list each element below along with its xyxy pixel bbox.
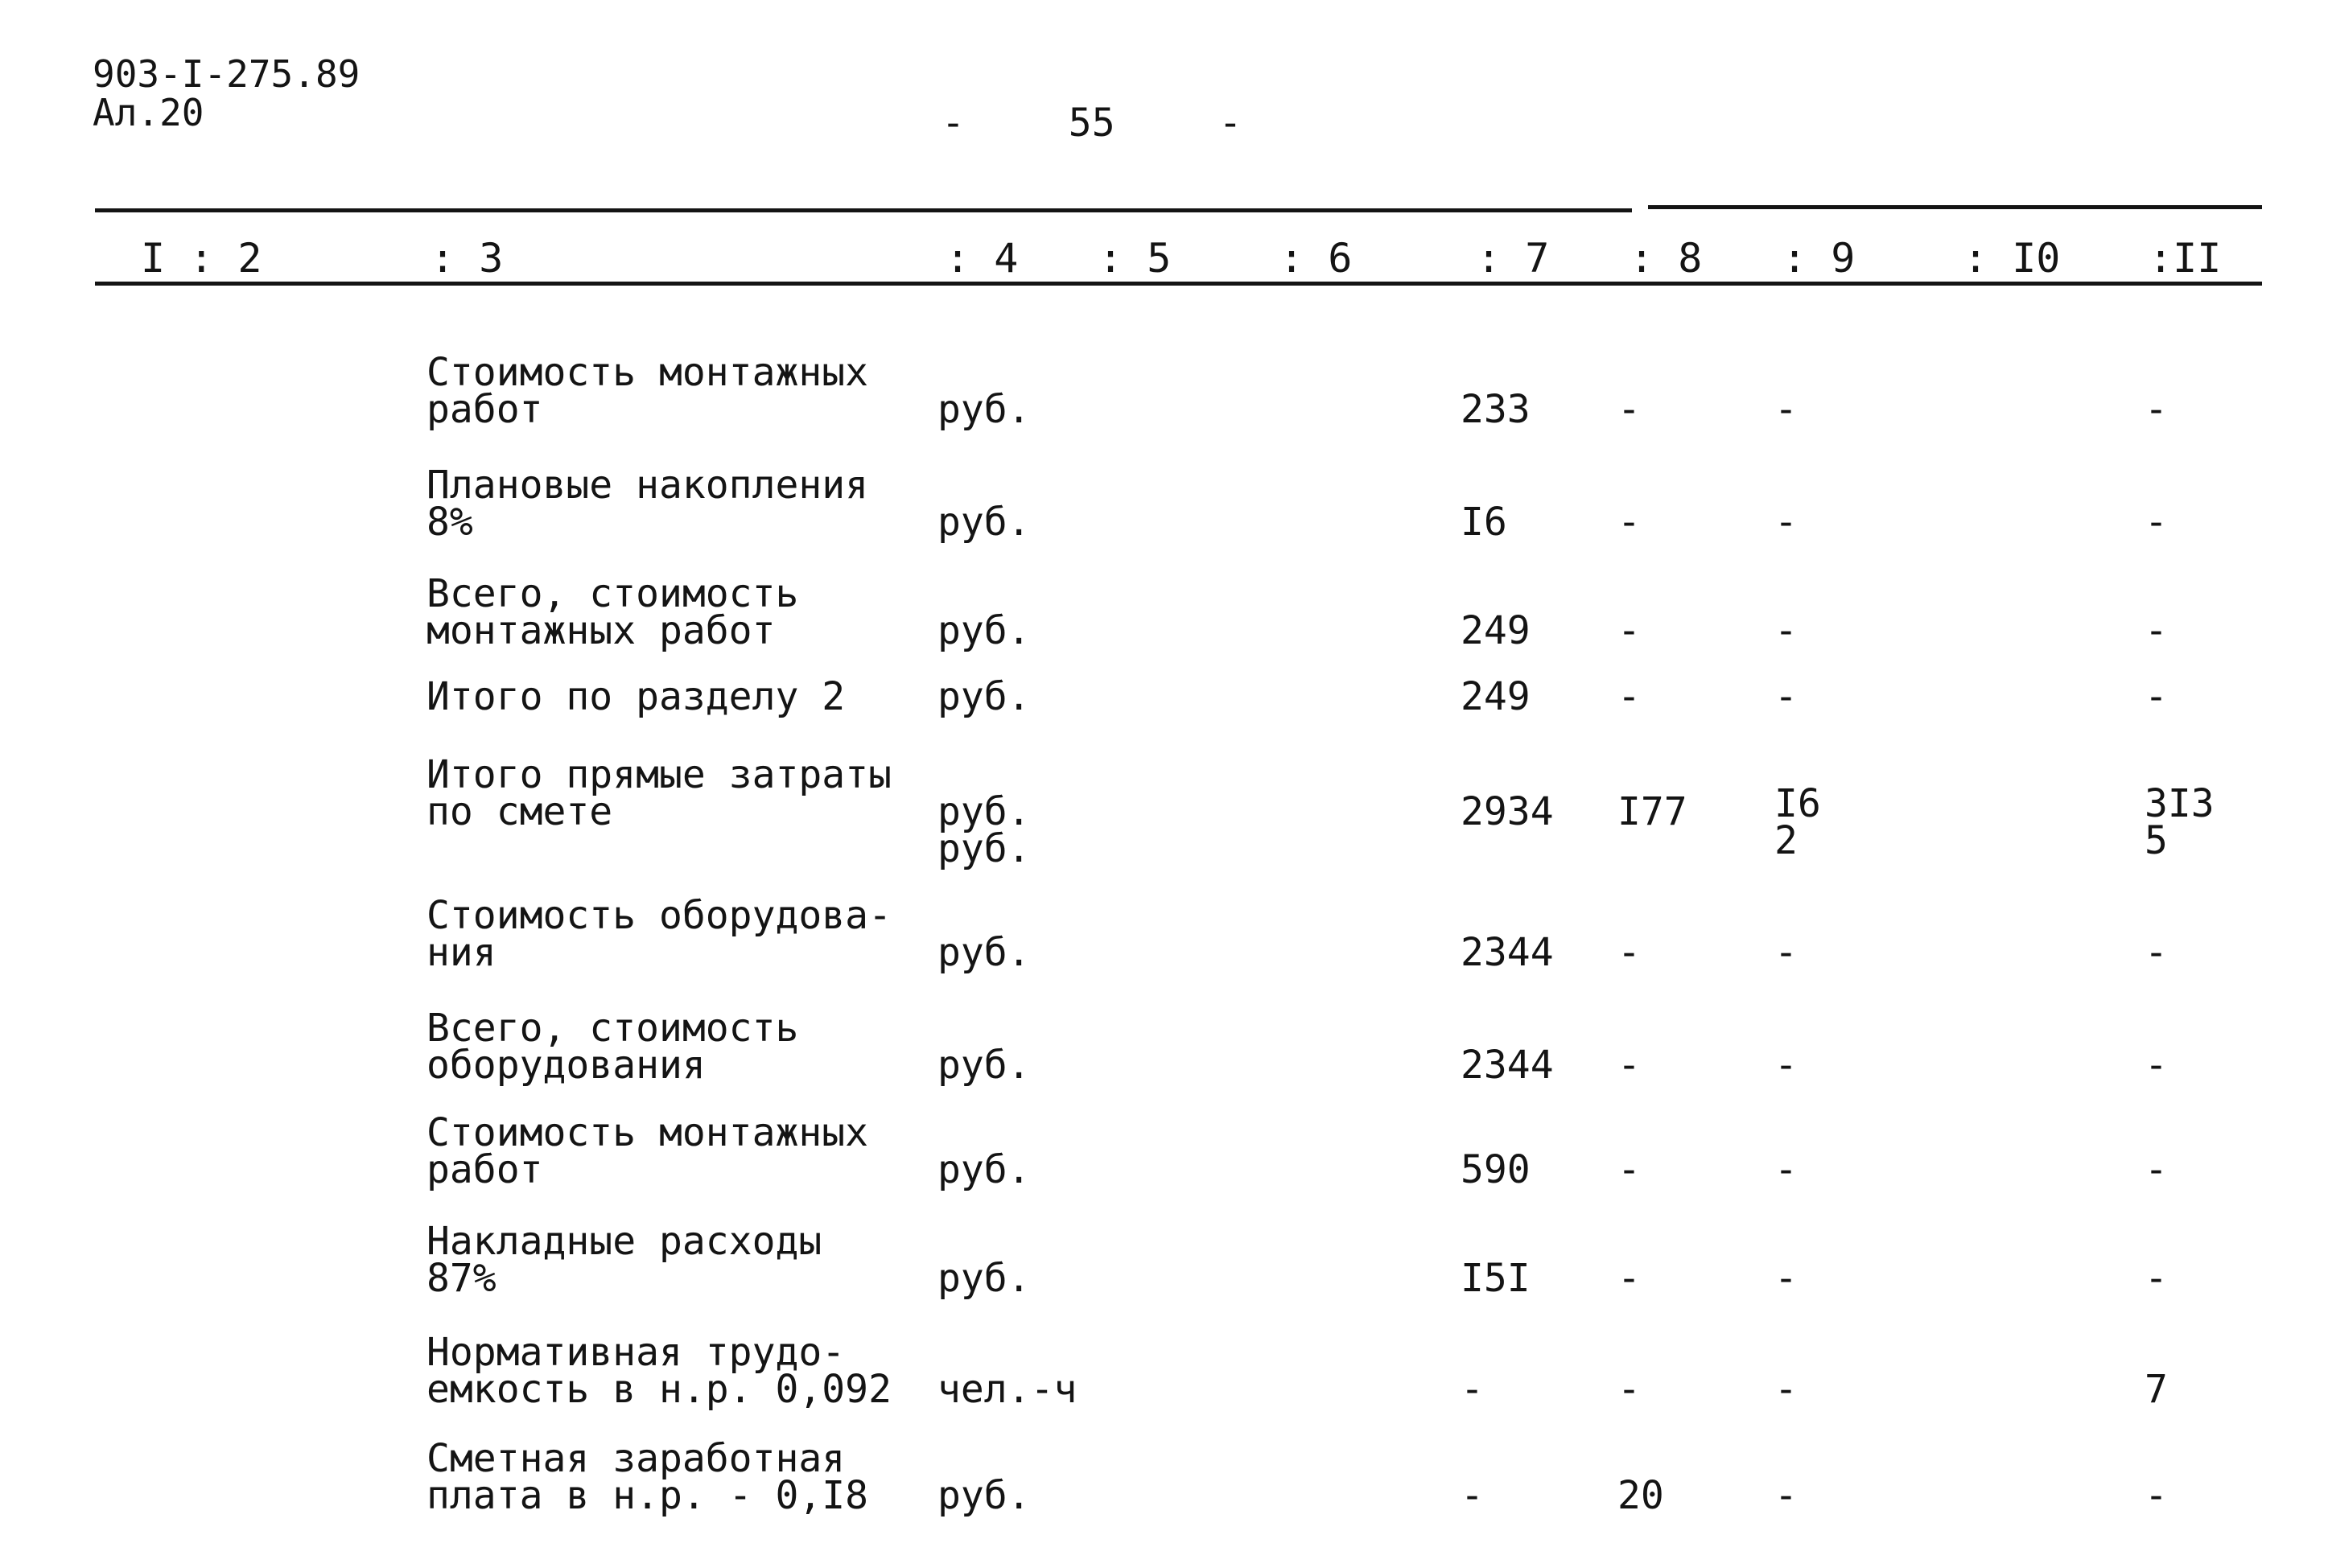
- row-col7-value: 2344: [1461, 930, 1554, 975]
- row-col7-value: 249: [1461, 608, 1531, 653]
- row-col7-value: 2344: [1461, 1043, 1554, 1088]
- row-unit: руб.: [937, 1043, 1031, 1088]
- row-col9-value: I6 2: [1774, 781, 1821, 863]
- row-col7-value: I6: [1461, 500, 1507, 545]
- row-description: Стоимость монтажных работ: [426, 350, 869, 432]
- row-col8-value: -: [1617, 1043, 1641, 1088]
- row-description: Сметная заработная плата в н.р. - 0,I8: [426, 1436, 869, 1518]
- column-number-5: : 5: [1098, 235, 1172, 282]
- row-col7-value: -: [1461, 1473, 1484, 1518]
- column-number-7: : 7: [1477, 235, 1550, 282]
- column-number-6: : 6: [1279, 235, 1353, 282]
- row-col9-value: -: [1774, 1473, 1798, 1518]
- row-col11-value: 7: [2145, 1367, 2168, 1412]
- column-number-9: : 9: [1782, 235, 1856, 282]
- row-col11-value: -: [2145, 1256, 2168, 1301]
- row-col8-value: -: [1617, 1256, 1641, 1301]
- row-unit: чел.-ч: [937, 1367, 1077, 1412]
- row-unit: руб. руб.: [937, 789, 1031, 871]
- top-rule-left: [95, 208, 1632, 212]
- row-col7-value: 249: [1461, 674, 1531, 719]
- row-description: Накладные расходы 87%: [426, 1219, 822, 1301]
- row-col9-value: -: [1774, 387, 1798, 432]
- row-col11-value: -: [2145, 1473, 2168, 1518]
- column-number-3: : 3: [431, 235, 504, 282]
- row-col9-value: -: [1774, 1256, 1798, 1301]
- row-col9-value: -: [1774, 608, 1798, 653]
- column-number-1-2: I : 2: [141, 235, 262, 282]
- page-number: - 55 -: [942, 101, 1242, 146]
- row-col11-value: -: [2145, 674, 2168, 719]
- row-col9-value: -: [1774, 930, 1798, 975]
- top-rule-right: [1648, 205, 2262, 209]
- row-unit: руб.: [937, 387, 1031, 432]
- row-col8-value: -: [1617, 500, 1641, 545]
- row-col8-value: -: [1617, 1367, 1641, 1412]
- column-number-10: : I0: [1963, 235, 2061, 282]
- column-number-8: : 8: [1630, 235, 1703, 282]
- sheet-number: Ал.20: [93, 91, 204, 134]
- row-col9-value: -: [1774, 674, 1798, 719]
- row-description: Итого прямые затраты по смете: [426, 752, 892, 834]
- row-col11-value: -: [2145, 608, 2168, 653]
- row-col7-value: 590: [1461, 1147, 1531, 1192]
- row-col11-value: -: [2145, 387, 2168, 432]
- document-code: 903-I-275.89: [93, 52, 361, 96]
- row-col11-value: -: [2145, 1043, 2168, 1088]
- row-unit: руб.: [937, 1256, 1031, 1301]
- row-col8-value: 20: [1617, 1473, 1664, 1518]
- row-col8-value: -: [1617, 674, 1641, 719]
- row-col9-value: -: [1774, 500, 1798, 545]
- row-description: Итого по разделу 2: [426, 674, 846, 719]
- row-col11-value: -: [2145, 500, 2168, 545]
- row-col9-value: -: [1774, 1147, 1798, 1192]
- row-col11-value: -: [2145, 930, 2168, 975]
- row-description: Плановые накопления 8%: [426, 463, 869, 545]
- header-bottom-rule: [95, 282, 2262, 286]
- row-col9-value: -: [1774, 1367, 1798, 1412]
- row-description: Нормативная трудо- емкость в н.р. 0,092: [426, 1330, 892, 1412]
- row-description: Всего, стоимость монтажных работ: [426, 571, 799, 653]
- row-unit: руб.: [937, 608, 1031, 653]
- row-col9-value: -: [1774, 1043, 1798, 1088]
- row-col8-value: I77: [1617, 789, 1687, 834]
- row-unit: руб.: [937, 930, 1031, 975]
- row-col8-value: -: [1617, 608, 1641, 653]
- row-col7-value: -: [1461, 1367, 1484, 1412]
- row-unit: руб.: [937, 1147, 1031, 1192]
- row-description: Стоимость монтажных работ: [426, 1110, 869, 1192]
- row-col11-value: -: [2145, 1147, 2168, 1192]
- row-col8-value: -: [1617, 1147, 1641, 1192]
- row-description: Всего, стоимость оборудования: [426, 1006, 799, 1088]
- row-col7-value: I5I: [1461, 1256, 1531, 1301]
- row-col7-value: 2934: [1461, 789, 1554, 834]
- row-unit: руб.: [937, 500, 1031, 545]
- row-col7-value: 233: [1461, 387, 1531, 432]
- row-description: Стоимость оборудова- ния: [426, 893, 892, 975]
- row-col8-value: -: [1617, 387, 1641, 432]
- column-number-11: :II: [2149, 235, 2222, 282]
- row-unit: руб.: [937, 1473, 1031, 1518]
- column-number-4: : 4: [946, 235, 1019, 282]
- row-unit: руб.: [937, 674, 1031, 719]
- row-col8-value: -: [1617, 930, 1641, 975]
- row-col11-value: 3I3 5: [2145, 781, 2215, 863]
